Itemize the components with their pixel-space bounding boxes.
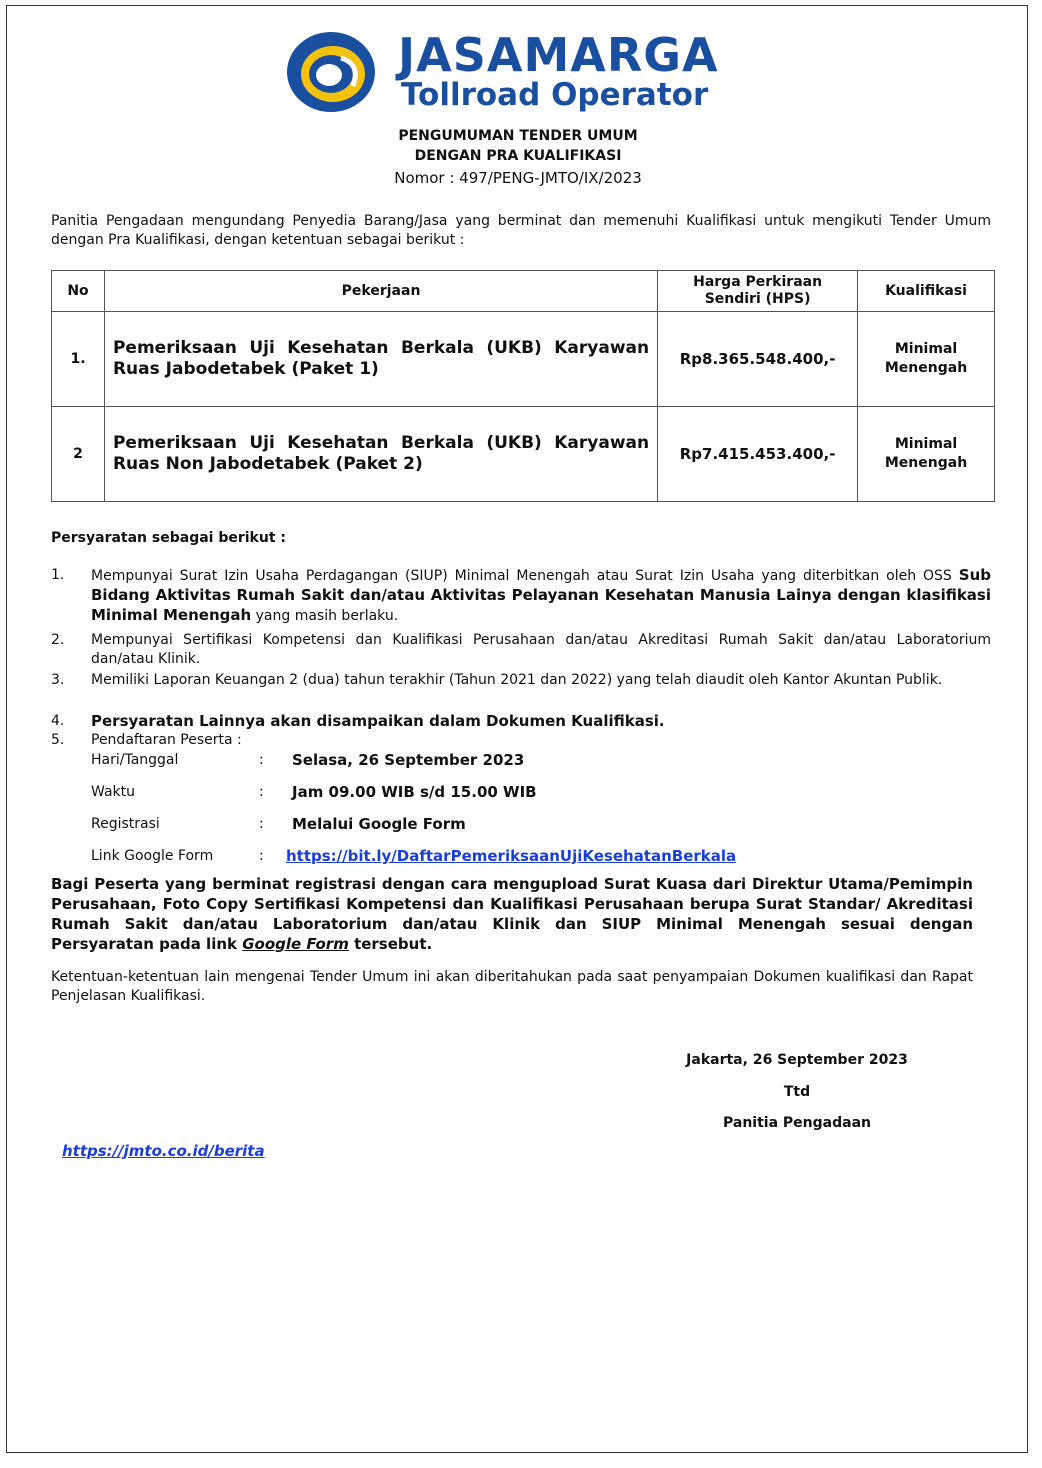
- row-no: 1.: [52, 312, 105, 407]
- tender-table: [51, 270, 995, 502]
- signature-signer: Panitia Pengadaan: [723, 1115, 871, 1131]
- title-line-2: DENGAN PRA KUALIFIKASI: [414, 148, 622, 164]
- requirement-item: [51, 671, 991, 690]
- registration-colon: :: [259, 752, 264, 768]
- table-header-row: [52, 271, 995, 312]
- row-qualification: Minimal Menengah: [858, 407, 995, 502]
- logo-emblem-icon: [283, 28, 383, 118]
- requirement-text-bold: Sub Bidang Aktivitas Rumah Sakit dan/atau Aktivitas Pelayanan Kesehatan Manusia Lainya dengan klasifikasi Minimal Menengah: [91, 566, 991, 624]
- intro-paragraph: Panitia Pengadaan mengundang Penyedia Barang/Jasa yang berminat dan memenuhi Kualifikasi untuk mengikuti Tender Umum dengan Pra Kualifikasi, dengan ketentuan sebagai berikut :: [51, 213, 991, 248]
- logo-tagline: Tollroad Operator: [401, 77, 709, 113]
- signature-ttd: Ttd: [783, 1084, 811, 1100]
- announcement-number: Nomor : 497/PENG-JMTO/IX/2023: [394, 169, 642, 187]
- requirement-text: Mempunyai Sertifikasi Kompetensi dan Kualifikasi Perusahaan dan/atau Akreditasi Rumah Sakit dan/atau Laboratorium dan/atau Klinik.: [91, 632, 991, 667]
- registration-label: Waktu: [91, 784, 135, 800]
- requirement-number: 2.: [51, 632, 65, 648]
- row-job: Pemeriksaan Uji Kesehatan Berkala (UKB) Karyawan Ruas Jabodetabek (Paket 1): [104, 312, 657, 407]
- header-no: No: [52, 271, 105, 312]
- note-text: Bagi Peserta yang berminat registrasi dengan cara mengupload Surat Kuasa dari Direktur Utama/Pemimpin Perusahaan, Foto Copy Sertifikasi Kompetensi dan Kualifikasi Perusahaan berupa Surat Standar/ Akreditasi Rumah Sakit dan/atau Laboratorium dan/atau Klinik dan SIUP Minimal Menengah sesuai dengan Persyaratan pada link: [51, 875, 973, 953]
- registration-colon: :: [259, 816, 264, 832]
- signature-place-date: Jakarta, 26 September 2023: [686, 1052, 908, 1068]
- registration-value: Melalui Google Form: [292, 815, 466, 833]
- requirements-title: Persyaratan sebagai berikut :: [51, 530, 286, 546]
- requirement-number: 1.: [51, 567, 65, 583]
- requirement-number: 5.: [51, 732, 65, 748]
- requirement-text: Persyaratan Lainnya akan disampaikan dalam Dokumen Kualifikasi.: [91, 712, 665, 730]
- row-no: 2: [52, 407, 105, 502]
- title-line-1: PENGUMUMAN TENDER UMUM: [398, 128, 638, 144]
- requirement-text: Memiliki Laporan Keuangan 2 (dua) tahun terakhir (Tahun 2021 dan 2022) yang telah diaudit oleh Kantor Akuntan Publik.: [91, 672, 943, 688]
- row-hps: Rp8.365.548.400,-: [658, 312, 858, 407]
- note-tail: tersebut.: [348, 935, 433, 953]
- table-row: [52, 407, 995, 502]
- registration-label: Registrasi: [91, 816, 160, 832]
- registration-value: Jam 09.00 WIB s/d 15.00 WIB: [292, 783, 537, 801]
- header-job: Pekerjaan: [104, 271, 657, 312]
- registration-label: Link Google Form: [91, 848, 214, 864]
- document-page: [6, 5, 1028, 1453]
- registration-note: [51, 874, 973, 954]
- registration-colon: :: [259, 848, 264, 864]
- closing-paragraph: Ketentuan-ketentuan lain mengenai Tender Umum ini akan diberitahukan pada saat penyampaian Dokumen kualifikasi dan Rapat Penjelasan Kualifikasi.: [51, 969, 973, 1004]
- google-form-link[interactable]: https://bit.ly/DaftarPemeriksaanUjiKesehatanBerkala: [286, 847, 737, 865]
- requirement-text-pre: Mempunyai Surat Izin Usaha Perdagangan (SIUP) Minimal Menengah atau Surat Izin Usaha yang diterbitkan oleh OSS: [91, 568, 959, 584]
- header-hps: Harga Perkiraan Sendiri (HPS): [658, 271, 858, 312]
- requirement-text: Pendaftaran Peserta :: [91, 732, 242, 748]
- registration-value: Selasa, 26 September 2023: [292, 751, 525, 769]
- requirement-item: [51, 731, 991, 750]
- registration-colon: :: [259, 784, 264, 800]
- requirement-number: 3.: [51, 672, 65, 688]
- requirement-item: [51, 712, 991, 731]
- row-qualification: Minimal Menengah: [858, 312, 995, 407]
- requirement-item: [51, 566, 991, 626]
- table-row: [52, 312, 995, 407]
- row-hps: Rp7.415.453.400,-: [658, 407, 858, 502]
- jmto-news-link[interactable]: https://jmto.co.id/berita: [62, 1142, 265, 1160]
- requirement-number: 4.: [51, 713, 65, 729]
- note-google-form-link[interactable]: Google Form: [242, 935, 349, 953]
- requirement-item: [51, 631, 991, 669]
- jasamarga-logo: [283, 28, 733, 118]
- row-job: Pemeriksaan Uji Kesehatan Berkala (UKB) Karyawan Ruas Non Jabodetabek (Paket 2): [104, 407, 657, 502]
- header-qualification: Kualifikasi: [858, 271, 995, 312]
- requirement-text: [91, 566, 991, 626]
- registration-label: Hari/Tanggal: [91, 752, 179, 768]
- logo-wordmark: JASAMARGA: [398, 28, 719, 82]
- requirement-text-post: yang masih berlaku.: [251, 608, 399, 624]
